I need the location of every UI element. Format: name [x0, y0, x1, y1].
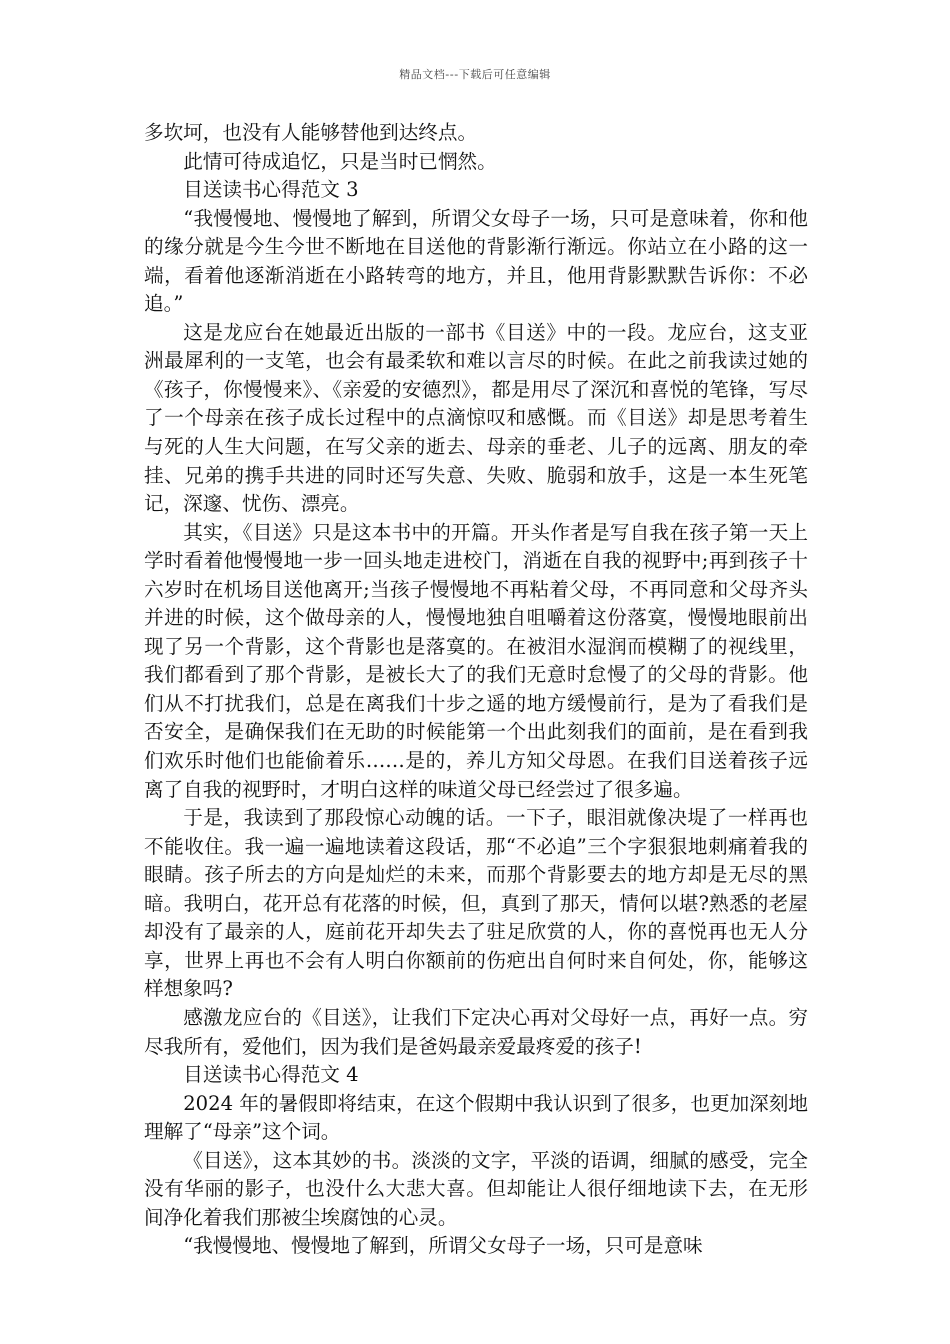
quote-paragraph: “我慢慢地、慢慢地了解到，所谓父女母子一场，只可是意味: [183, 1234, 703, 1258]
document-body: [144, 119, 808, 1261]
paragraph: 《目送》，这本其妙的书。淡淡的文字，平淡的语调，细腻的感受，完全没有华丽的影子，也没什么大悲大喜。但却能让人很仔细地读下去，在无形间净化着我们那被尘埃腐蚀的心灵。: [144, 1148, 808, 1229]
page-header: 精品文档---下载后可任意编辑: [399, 68, 551, 81]
paragraph: 这是龙应台在她最近出版的一部书《目送》中的一段。龙应台，这支亚洲最犀利的一支笔，也会有最柔软和难以言尽的时候。在此之前我读过她的《孩子，你慢慢来》、《亲爱的安德烈》，都是用尽了深沉和喜悦的笔锋，写尽了一个母亲在孩子成长过程中的点滴惊叹和感慨。而《目送》却是思考着生与死的人生大问题，在写父亲的逝去、母亲的垂老、儿子的远离、朋友的牵挂、兄弟的携手共进的同时还写失意、失败、脆弱和放手，这是一本生死笔记，深邃、忧伤、漂亮。: [144, 320, 808, 516]
quote-paragraph: “我慢慢地、慢慢地了解到，所谓父女母子一场，只可是意味着，你和他的缘分就是今生今世不断地在目送他的背影渐行渐远。你站立在小路的这一端，看着他逐渐消逝在小路转弯的地方，并且，他用背影默默告诉你：不必追。”: [144, 206, 808, 316]
paragraph: 感激龙应台的《目送》，让我们下定决心再对父母好一点，再好一点。穷尽我所有，爱他们，因为我们是爸妈最亲爱最疼爱的孩子!: [144, 1005, 808, 1058]
paragraph: 其实，《目送》只是这本书中的开篇。开头作者是写自我在孩子第一天上学时看着他慢慢地一步一回头地走进校门，消逝在自我的视野中;再到孩子十六岁时在机场目送他离开;当孩子慢慢地不再粘着父母，不再同意和父母齐头并进的时候，这个做母亲的人，慢慢地独自咀嚼着这份落寞，慢慢地眼前出现了另一个背影，这个背影也是落寞的。在被泪水湿润而模糊了的视线里，我们都看到了那个背影，是被长大了的我们无意时怠慢了的父母的背影。他们从不打扰我们，总是在离我们十步之遥的地方缓慢前行，是为了看我们是否安全，是确保我们在无助的时候能第一个出此刻我们的面前，是在看到我们欢乐时他们也能偷着乐……是的，养儿方知父母恩。在我们目送着孩子远离了自我的视野时，才明白这样的味道父母已经尝过了很多遍。: [144, 520, 808, 801]
paragraph: 多坎坷，也没有人能够替他到达终点。: [144, 121, 478, 144]
paragraph: 2024 年的暑假即将结束，在这个假期中我认识到了很多，也更加深刻地理解了“母亲”这个词。: [144, 1091, 808, 1144]
section-heading: 目送读书心得范文 3: [183, 178, 359, 202]
section-heading: 目送读书心得范文 4: [183, 1063, 359, 1087]
paragraph: 于是，我读到了那段惊心动魄的话。一下子，眼泪就像决堤了一样再也不能收住。我一遍一遍地读着这段话，那“不必追”三个字狠狠地刺痛着我的眼睛。孩子所去的方向是灿烂的未来，而那个背影要去的地方却是无尽的黑暗。我明白，花开总有花落的时候，但，真到了那天，情何以堪?熟悉的老屋却没有了最亲的人，庭前花开却失去了驻足欣赏的人，你的喜悦再也无人分享，世界上再也不会有人明白你额前的伤疤出自何时来自何处，你，能够这样想象吗?: [144, 806, 808, 1001]
paragraph: 此情可待成追忆，只是当时已惘然。: [183, 149, 497, 173]
